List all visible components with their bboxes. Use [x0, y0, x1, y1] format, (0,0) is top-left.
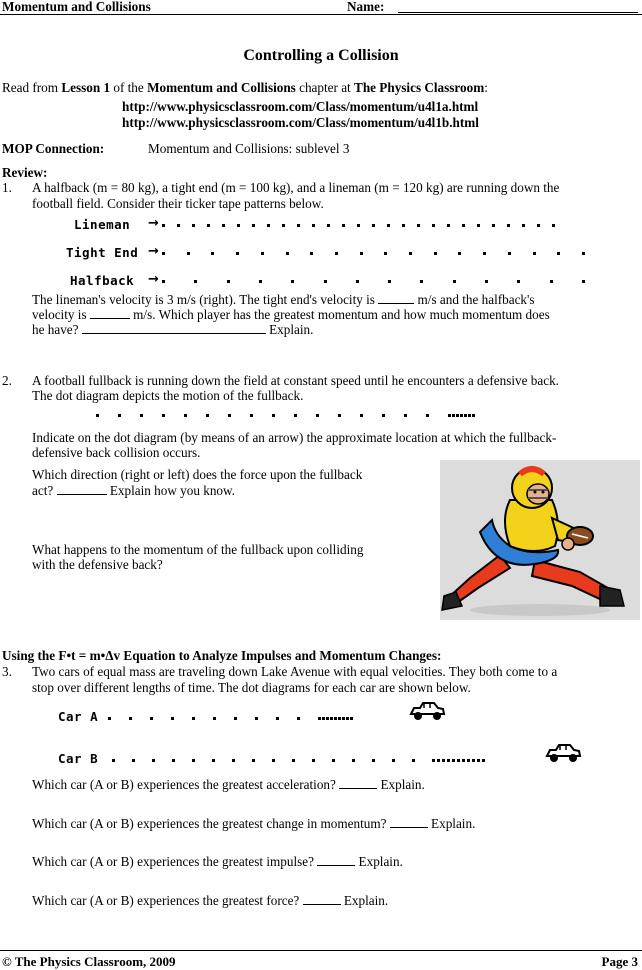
- tape-dot: [537, 224, 540, 227]
- motion-dot: [482, 759, 485, 762]
- tape-dot: [342, 224, 345, 227]
- tape-dot: [187, 252, 190, 255]
- tape-dot: [409, 252, 412, 255]
- motion-dot: [338, 717, 341, 720]
- name-label: Name:: [347, 0, 385, 14]
- motion-dot: [192, 717, 195, 720]
- motion-dot: [472, 759, 475, 762]
- tape-dot: [236, 252, 239, 255]
- motion-dot: [346, 717, 349, 720]
- car-b-icon: [544, 742, 582, 764]
- motion-dot: [232, 759, 235, 762]
- motion-dot: [312, 759, 315, 762]
- halfback-velocity-blank[interactable]: [90, 306, 130, 319]
- tape-dot: [327, 224, 330, 227]
- tight-end-velocity-blank[interactable]: [378, 291, 414, 304]
- tape-dot: [227, 280, 230, 283]
- q3a: Which car (A or B) experiences the greatest acceleration? Explain.: [32, 777, 425, 792]
- motion-dot: [297, 717, 300, 720]
- tape-dot: [388, 280, 391, 283]
- impulse-blank[interactable]: [317, 853, 355, 866]
- motion-dot: [118, 414, 121, 417]
- motion-dot: [250, 414, 253, 417]
- tape-dot: [492, 224, 495, 227]
- motion-dot: [452, 414, 455, 417]
- tape-dot: [162, 224, 165, 227]
- q2-momentum-line2: with the defensive back?: [32, 557, 163, 572]
- mop-label: MOP Connection:: [2, 141, 105, 156]
- tape-dot: [552, 224, 555, 227]
- car-b-dot-diagram: [112, 759, 546, 765]
- tape-dot: [420, 280, 423, 283]
- footer-copyright: © The Physics Classroom, 2009: [2, 954, 176, 969]
- motion-dot: [334, 717, 337, 720]
- tape-dot: [434, 252, 437, 255]
- tape-dot: [507, 224, 510, 227]
- motion-dot: [255, 717, 258, 720]
- motion-dot: [332, 759, 335, 762]
- motion-dot: [292, 759, 295, 762]
- tape-dot: [282, 224, 285, 227]
- q2-indicate-line1: Indicate on the dot diagram (by means of an arrow) the approximate location at which the fullback-: [32, 430, 557, 445]
- tape-dot: [335, 252, 338, 255]
- motion-dot: [460, 414, 463, 417]
- tape-dot: [259, 280, 262, 283]
- page-title: Controlling a Collision: [243, 47, 399, 64]
- q2-momentum-line1: What happens to the momentum of the fullback upon colliding: [32, 542, 364, 557]
- footer-rule: [0, 950, 642, 951]
- motion-dot: [184, 414, 187, 417]
- force-direction-blank[interactable]: [57, 482, 107, 495]
- tape-dot: [387, 224, 390, 227]
- motion-dot: [316, 414, 319, 417]
- motion-dot: [172, 759, 175, 762]
- section3-heading: Using the F•t = m•Δv Equation to Analyze Impulses and Momentum Changes:: [2, 648, 442, 663]
- momentum-blank[interactable]: [82, 321, 266, 334]
- tape-dots-halfback: [162, 280, 582, 286]
- tape-dot: [384, 252, 387, 255]
- acceleration-blank[interactable]: [339, 776, 377, 789]
- car-b-label: Car B: [58, 751, 99, 766]
- tape-dot: [162, 280, 165, 283]
- arrow-right-icon: →: [148, 216, 159, 231]
- q3-text-line1: Two cars of equal mass are traveling down Lake Avenue with equal velocities. They both come to a: [32, 664, 558, 679]
- motion-dot: [129, 717, 132, 720]
- q1-text-line2: football field. Consider their ticker tape patterns below.: [32, 196, 324, 211]
- motion-dot: [228, 414, 231, 417]
- car-a-label: Car A: [58, 709, 99, 724]
- tape-dot: [312, 224, 315, 227]
- tape-dot: [222, 224, 225, 227]
- tape-dot: [453, 280, 456, 283]
- tape-dot: [360, 252, 363, 255]
- tape-label-lineman: Lineman: [74, 217, 131, 232]
- motion-dot: [456, 414, 459, 417]
- motion-dot: [426, 414, 429, 417]
- reading-instructions: Read from Lesson 1 of the Momentum and Collisions chapter at The Physics Classroom:: [2, 80, 488, 95]
- tape-dot: [261, 252, 264, 255]
- motion-dot: [212, 759, 215, 762]
- q2-indicate-line2: defensive back collision occurs.: [32, 445, 201, 460]
- tape-dot: [297, 224, 300, 227]
- q2-direction-line1: Which direction (right or left) does the force upon the fullback: [32, 467, 363, 482]
- tape-dot: [286, 252, 289, 255]
- motion-dot: [206, 414, 209, 417]
- fullback-dot-diagram[interactable]: [96, 414, 488, 420]
- tape-dot: [522, 224, 525, 227]
- motion-dot: [108, 717, 111, 720]
- q3d: Which car (A or B) experiences the greatest force? Explain.: [32, 893, 389, 908]
- tape-dot: [485, 280, 488, 283]
- motion-dot: [342, 717, 345, 720]
- name-field[interactable]: [398, 12, 638, 13]
- review-label: Review:: [2, 165, 48, 180]
- motion-dot: [432, 759, 435, 762]
- q2-direction-line2: act? Explain how you know.: [32, 483, 235, 498]
- lesson-url-a-link[interactable]: http://www.physicsclassroom.com/Class/momentum/u4l1a.html: [122, 99, 479, 114]
- motion-dot: [276, 717, 279, 720]
- q2-text-line1: A football fullback is running down the field at constant speed until he encounters a defensive back.: [32, 373, 559, 388]
- motion-dot: [150, 717, 153, 720]
- q3-number: 3.: [2, 664, 12, 679]
- motion-dot: [272, 759, 275, 762]
- q1-answer-line3: he have? Explain.: [32, 322, 314, 337]
- tape-dot: [162, 252, 165, 255]
- tape-dot: [357, 224, 360, 227]
- motion-dot: [152, 759, 155, 762]
- tape-dot: [356, 280, 359, 283]
- car-a-icon: [408, 700, 446, 722]
- tape-dots-tight-end: [162, 252, 582, 258]
- tape-dot: [508, 252, 511, 255]
- q2-number: 2.: [2, 373, 12, 388]
- tape-dot: [483, 252, 486, 255]
- motion-dot: [447, 759, 450, 762]
- motion-dot: [213, 717, 216, 720]
- motion-dot: [372, 759, 375, 762]
- motion-dot: [294, 414, 297, 417]
- motion-dot: [464, 414, 467, 417]
- tape-label-tight-end: Tight End: [66, 245, 139, 260]
- tape-dot: [177, 224, 180, 227]
- tape-dot: [237, 224, 240, 227]
- tape-dot: [458, 252, 461, 255]
- tape-dots-lineman: [162, 224, 552, 230]
- tape-dot: [267, 224, 270, 227]
- motion-dot: [252, 759, 255, 762]
- q3b: Which car (A or B) experiences the greatest change in momentum? Explain.: [32, 816, 476, 831]
- motion-dot: [437, 759, 440, 762]
- tape-dot: [582, 280, 585, 283]
- motion-dot: [132, 759, 135, 762]
- q3-text-line2: stop over different lengths of time. The dot diagrams for each car are shown below.: [32, 680, 471, 695]
- motion-dot: [467, 759, 470, 762]
- tape-dot: [324, 280, 327, 283]
- tape-dot: [207, 224, 210, 227]
- motion-dot: [468, 414, 471, 417]
- lesson-url-b-link[interactable]: http://www.physicsclassroom.com/Class/momentum/u4l1b.html: [122, 115, 479, 130]
- tape-dot: [517, 280, 520, 283]
- motion-dot: [350, 717, 353, 720]
- q1-number: 1.: [2, 180, 12, 195]
- mop-value: Momentum and Collisions: sublevel 3: [148, 141, 350, 156]
- motion-dot: [360, 414, 363, 417]
- tape-dot: [477, 224, 480, 227]
- motion-dot: [352, 759, 355, 762]
- tape-dot: [402, 224, 405, 227]
- arrow-right-icon: →: [148, 244, 159, 259]
- motion-dot: [338, 414, 341, 417]
- motion-dot: [112, 759, 115, 762]
- motion-dot: [404, 414, 407, 417]
- tape-dot: [533, 252, 536, 255]
- motion-dot: [448, 414, 451, 417]
- force-blank[interactable]: [303, 892, 341, 905]
- motion-dot: [452, 759, 455, 762]
- tape-dot: [550, 280, 553, 283]
- motion-dot: [162, 414, 165, 417]
- tape-dot: [417, 224, 420, 227]
- q2-text-line2: The dot diagram depicts the motion of the fullback.: [32, 388, 304, 403]
- motion-dot: [457, 759, 460, 762]
- motion-dot: [462, 759, 465, 762]
- motion-dot: [272, 414, 275, 417]
- car-a-dot-diagram: [108, 717, 408, 723]
- motion-dot: [96, 414, 99, 417]
- tape-dot: [582, 252, 585, 255]
- q3c: Which car (A or B) experiences the greatest impulse? Explain.: [32, 854, 403, 869]
- tape-dot: [211, 252, 214, 255]
- q1-answer-line2: velocity is m/s. Which player has the greatest momentum and how much momentum does: [32, 307, 550, 322]
- page-number: Page 3: [601, 954, 638, 969]
- motion-dot: [318, 717, 321, 720]
- tape-dot: [291, 280, 294, 283]
- motion-dot: [326, 717, 329, 720]
- motion-dot: [322, 717, 325, 720]
- momentum-change-blank[interactable]: [390, 815, 428, 828]
- tape-dot: [557, 252, 560, 255]
- motion-dot: [330, 717, 333, 720]
- q1-answer-line1: The lineman's velocity is 3 m/s (right). The tight end's velocity is m/s and the halfback's: [32, 292, 535, 307]
- football-player-illustration: [440, 460, 640, 620]
- motion-dot: [171, 717, 174, 720]
- motion-dot: [192, 759, 195, 762]
- q1-text-line1: A halfback (m = 80 kg), a tight end (m = 100 kg), and a lineman (m = 120 kg) are running down the: [32, 180, 560, 195]
- motion-dot: [442, 759, 445, 762]
- tape-label-halfback: Halfback: [70, 273, 135, 288]
- tape-dot: [462, 224, 465, 227]
- tape-dot: [432, 224, 435, 227]
- tape-dot: [194, 280, 197, 283]
- motion-dot: [382, 414, 385, 417]
- motion-dot: [472, 414, 475, 417]
- tape-dot: [192, 224, 195, 227]
- motion-dot: [234, 717, 237, 720]
- motion-dot: [477, 759, 480, 762]
- header-rule: [0, 14, 642, 15]
- header-title: Momentum and Collisions: [2, 0, 151, 14]
- motion-dot: [412, 759, 415, 762]
- arrow-right-icon: →: [148, 272, 159, 287]
- motion-dot: [140, 414, 143, 417]
- motion-dot: [392, 759, 395, 762]
- tape-dot: [447, 224, 450, 227]
- tape-dot: [310, 252, 313, 255]
- tape-dot: [252, 224, 255, 227]
- tape-dot: [372, 224, 375, 227]
